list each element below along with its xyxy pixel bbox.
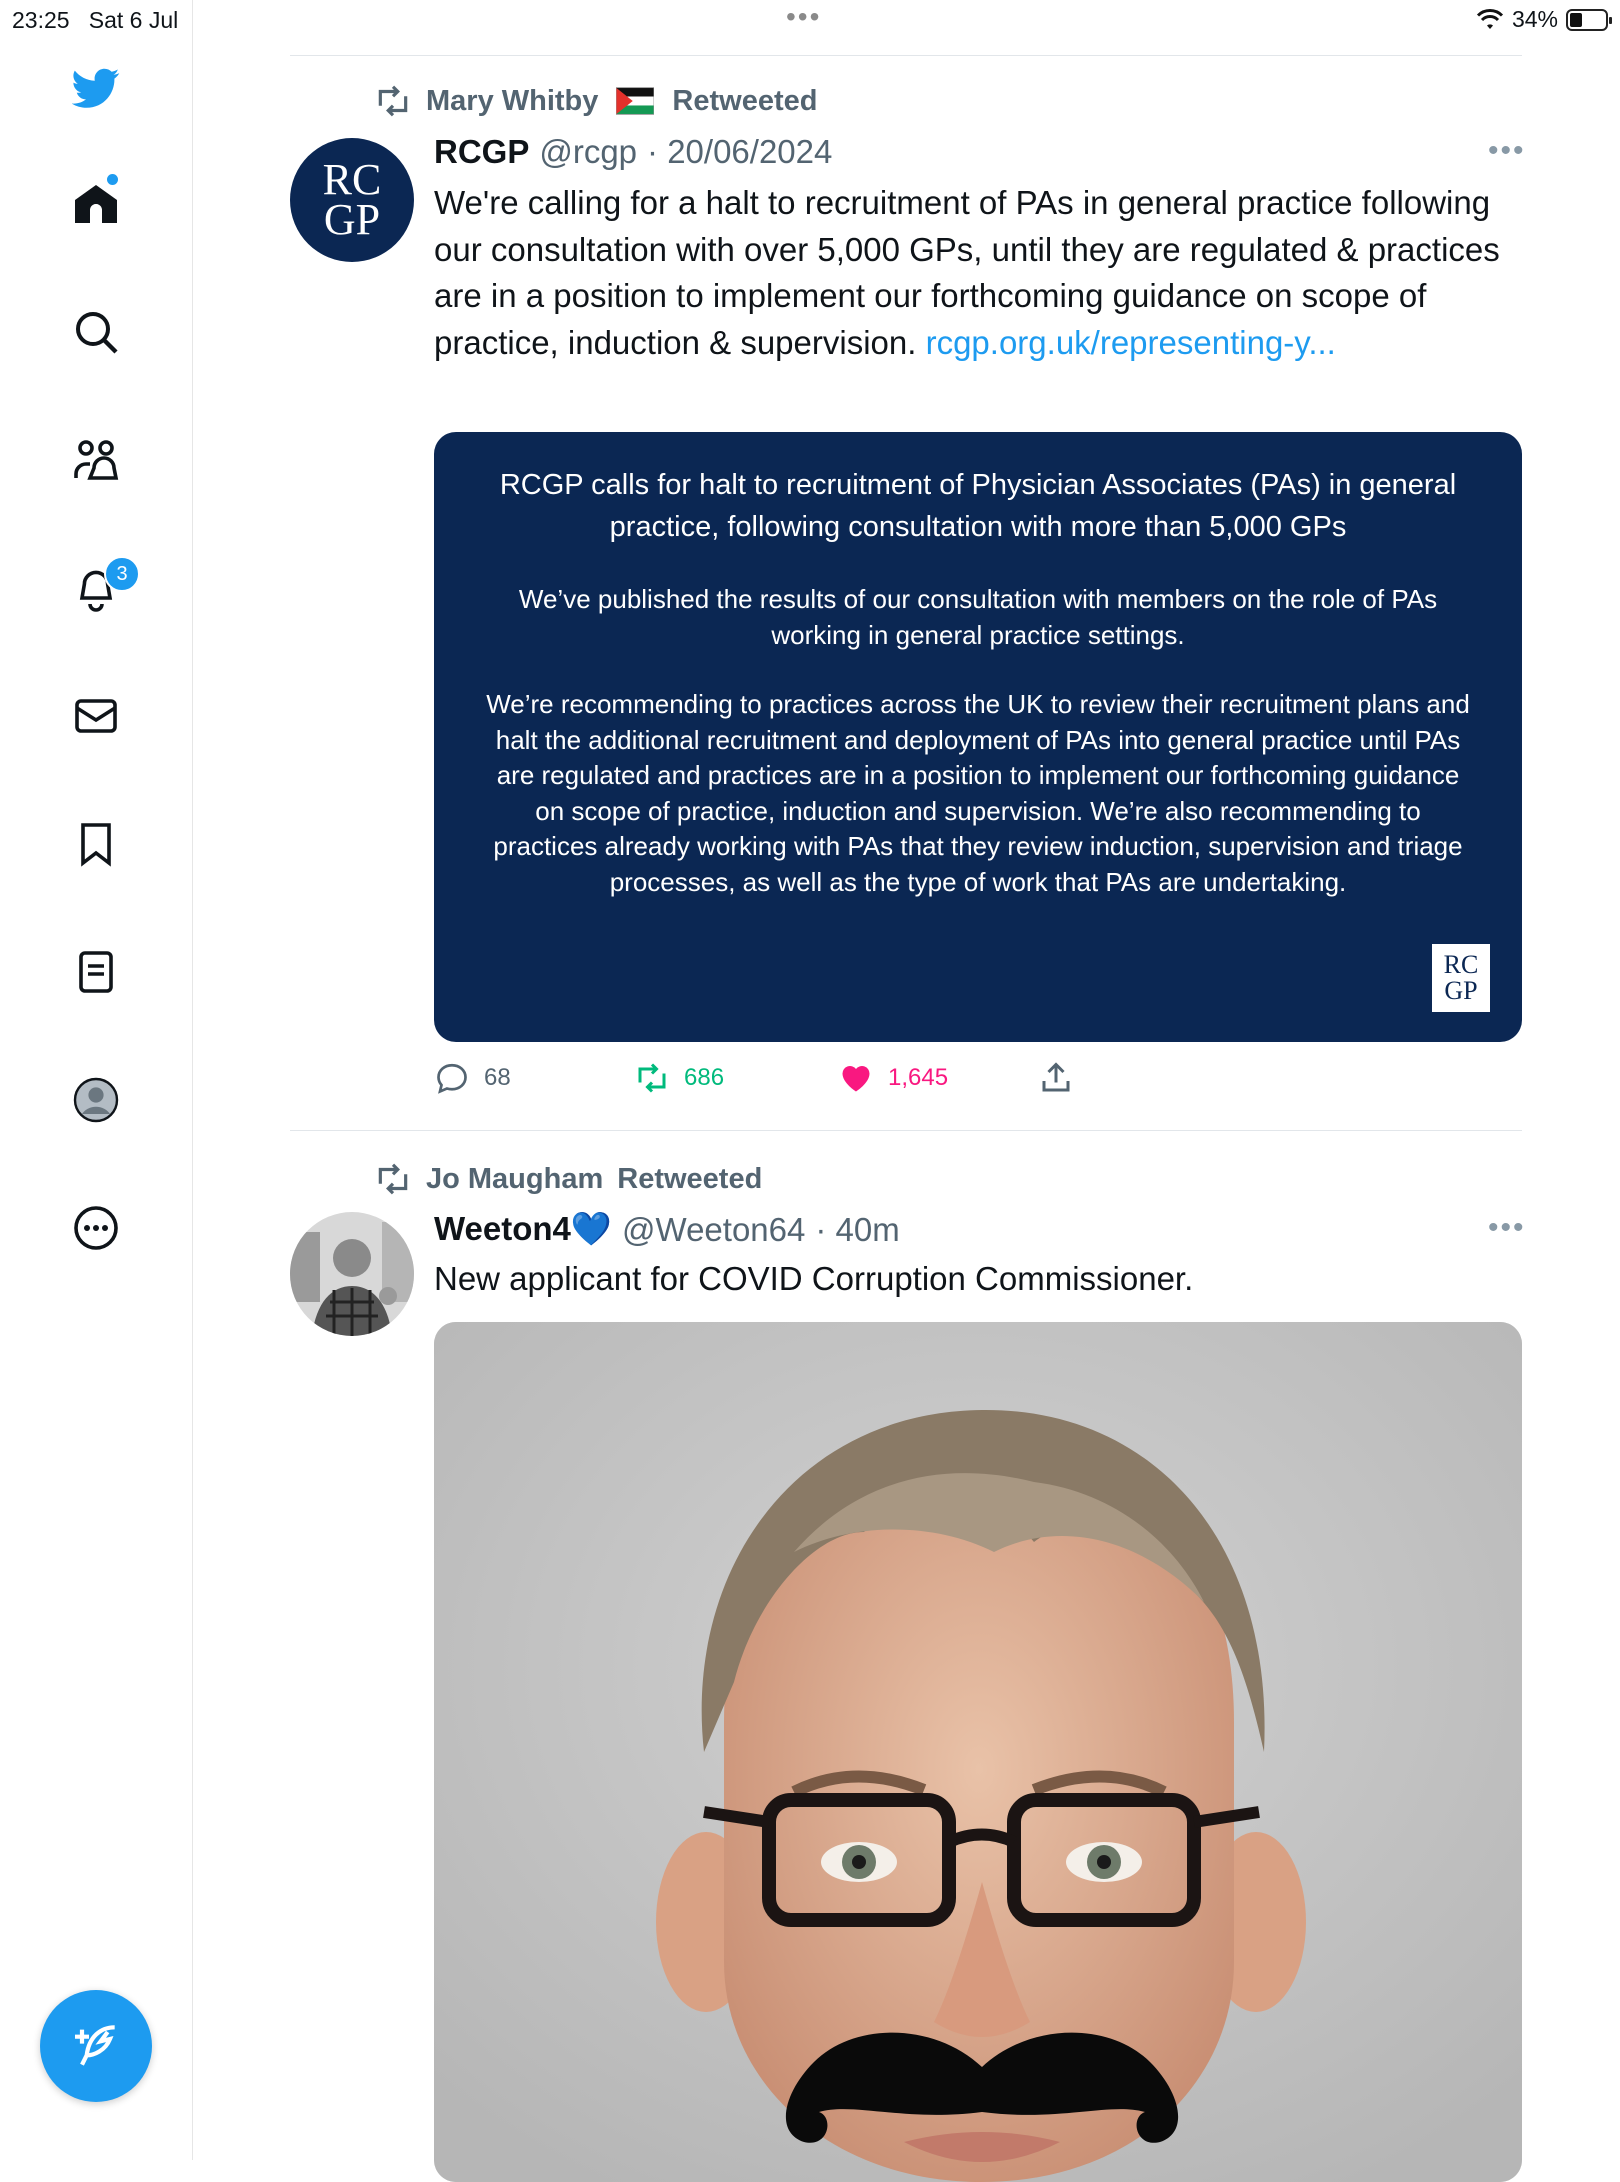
status-right [1476,6,1608,33]
multitasking-dots-icon[interactable]: ••• [786,1,822,32]
battery-icon [1566,9,1608,31]
retweet-context: Jo Maugham Retweeted [374,1160,762,1198]
wifi-icon [1476,9,1504,31]
feed-top-divider [290,55,1522,56]
lists-icon[interactable] [66,942,126,1002]
tweet-more-icon[interactable]: ••• [1488,134,1526,167]
search-icon[interactable] [66,302,126,362]
share-icon [1038,1060,1074,1096]
tweet-date[interactable]: · 20/06/2024 [647,133,833,170]
retweet-icon [634,1060,670,1096]
status-bar [0,0,1620,40]
compose-feather-icon [68,2018,124,2074]
like-button[interactable]: 1,645 [838,1060,948,1096]
battery-percent: 34% [1511,6,1558,32]
retweet-button[interactable]: 686 [634,1060,724,1096]
author-name[interactable]: Weeton4💙 [434,1210,613,1247]
tweet-header [434,133,832,171]
avatar-weeton4[interactable] [290,1212,414,1336]
tweet-divider [290,1130,1522,1131]
tweet-more-icon[interactable]: ••• [1488,1211,1526,1244]
retweet-icon [374,82,412,120]
tweet-text: New applicant for COVID Corruption Commissioner. [434,1260,1194,1297]
home-unread-dot [107,174,118,185]
card-heading: RCGP calls for halt to recruitment of Physician Associates (PAs) in general practice, following consultation with more than 5,000 GPs [499,469,1457,543]
rcgp-logo: RC GP [1432,944,1490,1012]
retweet-context: Mary Whitby Retweeted [374,82,817,120]
author-handle[interactable]: @rcgp [539,133,638,170]
tweet-actions [434,1060,1524,1110]
bookmarks-icon[interactable] [66,814,126,874]
share-button[interactable] [1038,1060,1074,1096]
tweet-link[interactable]: rcgp.org.uk/representing-y... [925,323,1336,361]
palestine-flag-icon [616,82,654,120]
profile-icon[interactable] [66,1070,126,1130]
card-paragraph: We’re recommending to practices across the UK to review their recruitment plans and halt the additional recruitment and deployment of PAs into general practice until PAs are regulated and practices are in a position to implement our forthcoming guidance on scope of practice, induction and supervision. We’re also recommending to practices already working with PAs that they review induction, supervision and triage processes, as well as the type of work that PAs are undertaking. [486,689,1470,897]
reply-button[interactable]: 68 [434,1060,511,1096]
author-handle[interactable]: @Weeton64 [622,1210,806,1248]
tweet-text: We're calling for a halt to recruitment of PAs in general practice following our consultation with over 5,000 GPs, until they are regulated & practices are in a position to implement our forthcoming guidance on scope of practice, induction & supervision. rcgp.org.uk/representing-y... [434,184,1500,361]
author-name[interactable]: RCGP [434,133,530,170]
messages-icon[interactable] [66,686,126,746]
twitter-logo-icon[interactable] [66,58,126,118]
notification-count-badge: 3 [104,556,140,592]
home-icon[interactable] [66,174,126,234]
sidebar [0,0,193,2160]
compose-tweet-button[interactable] [40,1990,152,2102]
status-time: 23:25 Sat 6 Jul [12,7,179,33]
reply-icon [434,1060,470,1096]
tweet-header [434,1210,900,1249]
tweet-date[interactable]: · 40m [815,1210,900,1248]
retweet-icon [374,1160,412,1198]
link-card-image[interactable] [434,432,1522,1042]
communities-icon[interactable] [66,430,126,490]
more-icon[interactable] [66,1198,126,1258]
card-paragraph: We’ve published the results of our consultation with members on the role of PAs working in general practice settings. [518,584,1438,650]
avatar-rcgp[interactable]: RC GP [290,138,414,262]
heart-icon [838,1060,874,1096]
tweet-photo[interactable] [434,1322,1522,2182]
